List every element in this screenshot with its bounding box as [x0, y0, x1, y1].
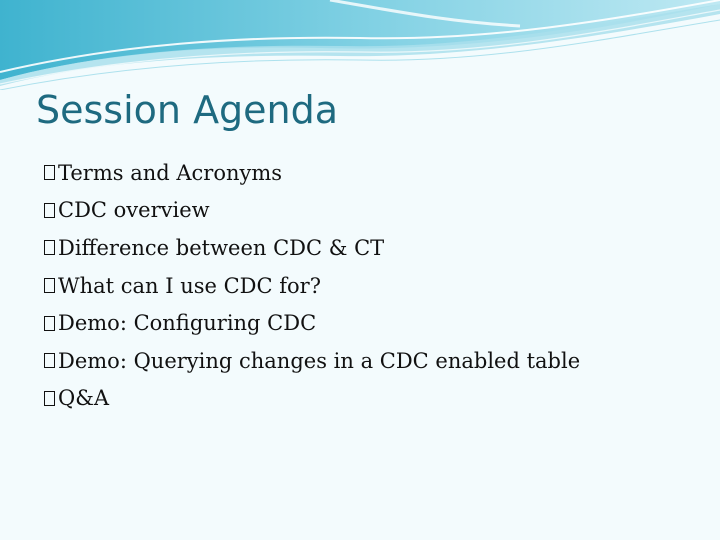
agenda-item [44, 267, 580, 305]
agenda-item-text: Q&A [58, 386, 110, 411]
missing-glyph-bullet-icon [44, 353, 55, 368]
agenda-item-text: Demo: Querying changes in a CDC enabled table [58, 348, 581, 373]
agenda-list [44, 154, 580, 417]
agenda-item [44, 229, 580, 267]
agenda-item-text: What can I use CDC for? [58, 273, 321, 298]
missing-glyph-bullet-icon [44, 278, 55, 293]
agenda-item [44, 304, 580, 342]
slide-title: Session Agenda [36, 88, 339, 132]
missing-glyph-bullet-icon [44, 203, 55, 218]
agenda-item [44, 380, 580, 418]
agenda-item-text: Difference between CDC & CT [58, 235, 385, 260]
agenda-item-text: Demo: Configuring CDC [58, 311, 317, 336]
missing-glyph-bullet-icon [44, 240, 55, 255]
missing-glyph-bullet-icon [44, 316, 55, 331]
missing-glyph-bullet-icon [44, 391, 55, 406]
agenda-item [44, 342, 580, 380]
agenda-item [44, 192, 580, 230]
header-wave-decoration [0, 0, 720, 90]
agenda-item-text: CDC overview [58, 198, 210, 223]
agenda-item-text: Terms and Acronyms [58, 160, 283, 185]
missing-glyph-bullet-icon [44, 165, 55, 180]
agenda-item [44, 154, 580, 192]
